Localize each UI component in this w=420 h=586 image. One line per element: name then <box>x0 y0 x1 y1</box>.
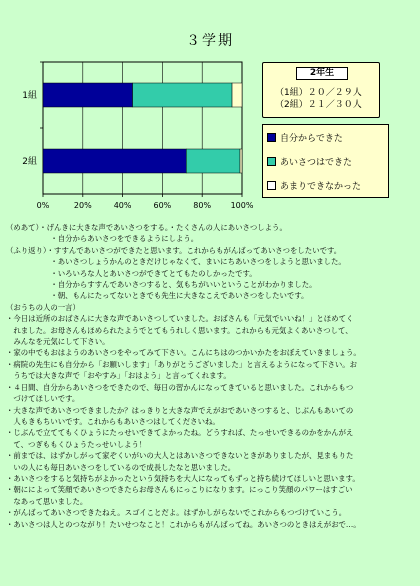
legend-swatch <box>267 157 276 166</box>
comment-line: ・今日は近所のおばさんに大きな声であいさつしていました。おばさんも「元気でいいね！」とほめてく <box>6 314 354 324</box>
legend-item-rarely <box>267 179 361 192</box>
comments-section <box>6 222 414 530</box>
legend-item-self <box>267 131 343 144</box>
comment-line: ・病院の先生にも自分から「お願いします」「ありがとうございました」と言えるようになって下さい。お <box>6 359 358 369</box>
comment-line: ・あいさつしょうかんのときだけじゃなくて、まいにちあいさつをしようと思いました。 <box>6 257 346 267</box>
comment-line: ・がんばってあいさつできたねえ。スゴイことだよ。はずかしがらないでこれからもつづけていこう。 <box>6 508 347 518</box>
comment-line: ・家の中でもおはようのあいさつをやってみて下さい。こんにちはのつかいかたをおぼえていきましょう。 <box>6 348 361 358</box>
x-tick-label: 0% <box>36 201 50 210</box>
comment-line: （ふり返り）・すすんであいさつができたと思います。これからもがんばってあいさつをしたいです。 <box>6 245 342 255</box>
grade-label: 2年生 <box>296 67 348 80</box>
x-tick-label: 80% <box>193 201 212 210</box>
comment-line: ・あいさつは人とのつながり！たいせつなこと！これからもがんばってね。あいさつのときはえがおで…。 <box>6 519 361 529</box>
legend-label: あまりできなかった <box>280 182 362 192</box>
comment-line: れました。お母さんもほめられたようでとてもうれしく思います。これからも元気よくあいさつして、 <box>6 325 353 335</box>
plot-area <box>43 62 242 194</box>
comment-line: ・じぶんで立ててもくひょうにたっせいできてよかったね。どうすれば、たっせいできるのかをかんがえ <box>6 428 354 438</box>
x-tick-label: 40% <box>113 201 132 210</box>
comment-line: 人もきもちいいです。これからもあいさつはしてくださいね。 <box>6 416 220 426</box>
comment-line: ・あいさつをすると気持ちがよかったという気持ちを大人になってもずっと持ち続けてほしいと思います。 <box>6 473 360 483</box>
category-label: 2組 <box>22 157 37 167</box>
x-tick-label: 60% <box>153 201 172 210</box>
comment-line: ・自分からあいさつをできるようにしよう。 <box>6 234 199 244</box>
comment-line: ・いろいろな人とあいさつができてとてもたのしかったです。 <box>6 268 257 278</box>
x-tick-label: 100% <box>230 201 254 210</box>
bar-segment <box>186 149 240 173</box>
comment-line: ・４日間、自分からあいさつをできたので、毎日の習かんになってきていると思いました。これからもつ <box>6 382 354 392</box>
class1-count: （1組）２０／２９人 <box>275 88 362 98</box>
legend-item-greet <box>267 155 352 168</box>
legend-label: 自分からできた <box>280 134 343 144</box>
comment-line: ・大きな声であいさつできましたか？はっきりと大きな声でえがおであいさつすると、じぶんもあいての <box>6 405 354 415</box>
comment-line: ・自分からすすんであいさつすると、気もちがいいということがわかりました。 <box>6 280 317 290</box>
class-count-box <box>262 62 380 118</box>
bar-segment <box>232 83 242 107</box>
comment-line: みんなを元気にして下さい。 <box>6 337 110 347</box>
comment-line: いの人にも毎日あいさつをしているので成長したなと思いました。 <box>6 462 236 472</box>
legend-label: あいさつはできた <box>280 158 353 168</box>
comment-line: なあって思いました。 <box>6 496 88 506</box>
comment-line: て、つぎももくひょうたっせいしよう！ <box>6 439 147 449</box>
x-tick-label: 20% <box>73 201 92 210</box>
bar-segment <box>133 83 233 107</box>
class2-count: （2組）２１／３０人 <box>275 100 362 110</box>
legend-swatch <box>267 133 276 142</box>
legend-swatch <box>267 181 276 190</box>
comment-line: （おうちの人の一言） <box>6 302 80 312</box>
comment-line: づけてほしいです。 <box>6 394 80 404</box>
comment-line: うちでは大きな声で「おやすみ」「おはよう」と言ってくれます。 <box>6 371 231 381</box>
bar-segment <box>240 149 242 173</box>
comment-line: ・朝、もんにたってないときでも先生に大きなこえであいさつをしたいです。 <box>6 291 309 301</box>
comment-line: ・朝にによって笑顔であいさつできたらお母さんもにっこりになります。にっこり笑顔のパワーはすごい <box>6 485 353 495</box>
comment-line: ・前までは、はずかしがって家ぞくいがいの大人とはあいさつできないときがありましたが、見まもりた <box>6 451 354 461</box>
bar-segment <box>43 83 133 107</box>
category-label: 1組 <box>22 91 37 101</box>
chart-legend <box>262 124 389 198</box>
comment-line: （めあて）・げんきに大きな声であいさつをする。・たくさんの人にあいさつしよう。 <box>6 223 287 232</box>
page-title: ３学期 <box>186 33 234 49</box>
bar-segment <box>43 149 186 173</box>
